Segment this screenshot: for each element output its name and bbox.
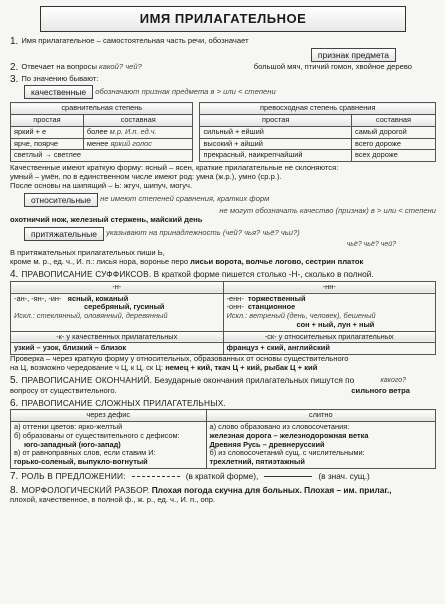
point-1 [10, 36, 436, 48]
kr2-text: умный – умён, по в единственном числе имеют род: умна (ж.р.), умно (ср.р.). [10, 173, 282, 182]
prit-q: чьё? чьё? чей? [346, 240, 396, 248]
tail: В краткой форме пишется столько -Н-, сколько в полной. [153, 269, 374, 280]
prov2-row [10, 364, 436, 373]
feature-box: признак предмета [311, 48, 396, 62]
cell [200, 150, 352, 162]
compound-head: составная [83, 115, 193, 127]
cell [11, 126, 84, 138]
n1: -ан-, -ян-, -ин- [14, 293, 62, 303]
point-3 [10, 74, 436, 86]
num: 8. [10, 484, 19, 496]
s2b: всего дороже [354, 138, 401, 148]
degrees-table [10, 102, 436, 162]
l3: в) от равноправных слов, если ставим И: [14, 448, 156, 458]
cell [351, 150, 435, 162]
text: Отвечает на вопросы [21, 62, 97, 72]
num: 7. [10, 470, 19, 482]
s3a: прекрасный, наикрепчайший [203, 150, 303, 160]
l2b: юго-западный (юго-запад) [24, 439, 121, 449]
cell [83, 126, 193, 138]
heading: МОРФОЛОГИЧЕСКИЙ РАЗБОР. [21, 484, 150, 495]
c2c: яркий голос [110, 138, 152, 148]
r2: б) из словосочетаний сущ. с числительными: [209, 448, 365, 458]
sk-head: -ск- у относительных прилагательных [223, 331, 436, 343]
attr-line [264, 476, 312, 477]
c1a: яркий + е [14, 126, 47, 136]
s2a: высокий + айший [203, 138, 263, 148]
q: какого? [380, 376, 406, 384]
h2: слитно [206, 410, 436, 422]
kr2 [10, 173, 436, 182]
num: 1. [10, 36, 19, 47]
prit-q-row [10, 241, 396, 249]
point-7 [10, 471, 436, 483]
prit1-row [10, 249, 436, 258]
prit2-row [10, 258, 436, 267]
example: большой мяч, птичий гомон, хвойное дерево [253, 62, 412, 72]
text: По значению бывают: [21, 74, 99, 84]
prit-desc: указывают на принадлежность (чей? чья? чьё? чьи?) [106, 228, 300, 238]
cell [200, 126, 352, 138]
r1b: железная дорога – железнодорожная ветка [209, 430, 369, 440]
n1ex: ясный, кожаный [67, 293, 129, 303]
text: Имя прилагательное – самостоятельная часть речи, обозначает [21, 36, 249, 46]
l1: а) оттенки цветов: ярко-желтый [14, 422, 123, 432]
otn-desc: не имеют степеней сравнения, кратких форм [100, 194, 270, 204]
ex: сильного ветра [351, 386, 410, 395]
c3a: светлый → светлее [14, 150, 82, 160]
r1: а) слово образовано из словосочетания: [209, 422, 350, 432]
c2b: менее [86, 138, 109, 148]
num: 5. [10, 374, 19, 386]
ex2: плохой, качественное, в полной ф., ж. р., ед. ч., И. п., опр. [10, 496, 216, 505]
nn1: -енн- [226, 293, 244, 303]
heading: ПРАВОПИСАНИЕ ОКОНЧАНИЙ. [21, 374, 153, 385]
num: 3. [10, 73, 19, 85]
compound-table [10, 409, 436, 468]
prov2: на Ц, возможно чередование ч Ц, к Ц, ск Ц: [10, 363, 164, 372]
super-head: превосходная степень сравнения [200, 103, 436, 115]
prit-row [10, 227, 436, 241]
prit1: В притяжательных прилагательных пиши Ь, [10, 249, 165, 258]
isk2: Искл.: ветреный (день, человек), бешеный [226, 311, 376, 321]
nn-head: -нн- [223, 281, 436, 293]
k-ex: узкий – узок, близкий – близок [14, 343, 127, 353]
r1c: Древняя Русь – древнерусский [209, 439, 325, 449]
num: 2. [10, 61, 19, 73]
point-4 [10, 269, 436, 281]
cell [83, 138, 193, 150]
nn2: -онн- [226, 302, 244, 312]
suffix-table [10, 281, 436, 355]
questions: какой? чей? [99, 62, 142, 72]
cell [200, 138, 352, 150]
simple2-head: простая [200, 115, 352, 127]
kr3-text: После основы на шипящий – Ь: жгуч, шипуч, могуч. [10, 182, 193, 190]
kr1-text: Качественные имеют краткую форму: ясный – ясен, краткие прилагательные не склоняются: [10, 164, 339, 173]
cell [351, 126, 435, 138]
n-cell [11, 293, 224, 331]
otn-ex-row [10, 216, 436, 225]
s3b: всех дороже [354, 150, 398, 160]
h1: через дефис [11, 410, 207, 422]
heading: РОЛЬ В ПРЕДЛОЖЕНИИ: [21, 470, 126, 481]
sk-ex: француз + ский, английский [226, 343, 330, 353]
n-head: -н- [11, 281, 224, 293]
spacer [193, 115, 200, 127]
ex: Плохая погода скучна для больных. Плохая – им. прилаг., [151, 484, 392, 495]
c2a: ярче, поярче [14, 138, 59, 148]
r2b: трехлетний, пятиэтажный [209, 457, 305, 467]
spacer [193, 126, 200, 138]
prit-box: притяжательные [24, 227, 104, 241]
otn-row [10, 193, 436, 207]
cell [351, 138, 435, 150]
cell [11, 150, 193, 162]
prov-row [10, 355, 436, 364]
point-8 [10, 485, 436, 497]
k-cell [11, 343, 224, 355]
point-5 [10, 375, 436, 387]
tail2: (в знач. сущ.) [318, 470, 370, 481]
s1b: самый дорогой [354, 126, 407, 136]
prit2: кроме м. р., ед. ч., И. п.: лисья нора, воронье перо [10, 258, 189, 267]
s1a: сильный + ейший [203, 126, 264, 136]
compound2-head: составная [351, 115, 435, 127]
predicate-line [132, 476, 180, 477]
tail: (в краткой форме), [185, 470, 259, 481]
left-cell [11, 422, 207, 469]
kach-box: качественные [24, 85, 93, 99]
c1b: более [86, 126, 108, 136]
n2ex: серебряный, гусиный [84, 302, 165, 312]
spacer [193, 150, 200, 162]
kr3 [10, 182, 436, 191]
heading: ПРАВОПИСАНИЕ СЛОЖНЫХ ПРИЛАГАТЕЛЬНЫХ. [21, 397, 226, 408]
k-head: -к- у качественных прилагательных [11, 331, 224, 343]
point-5b [10, 387, 436, 396]
point-6 [10, 398, 436, 410]
heading: ПРАВОПИСАНИЕ СУФФИКСОВ. [21, 269, 152, 280]
point-2 [10, 62, 436, 74]
otn-box: относительные [24, 193, 98, 207]
prov: Проверка – через краткую форму у относительных, образованных от основы существительного [10, 354, 349, 363]
num: 6. [10, 397, 19, 409]
spacer [193, 138, 200, 150]
sk-cell [223, 343, 436, 355]
prov-ex: немец + кий, ткач Ц + кий, рыбак Ц + кий [165, 363, 318, 372]
otn-ex: охотничий нож, железный стержень, майский день [10, 215, 203, 224]
right-cell [206, 422, 436, 469]
prit-ex: лисьи ворота, волчье логово, сестрин платок [190, 258, 364, 267]
nn2ex: станционное [247, 302, 296, 312]
otn-desc2-row [10, 207, 436, 216]
num: 4. [10, 269, 19, 281]
kach-row [10, 85, 436, 99]
tail2: вопросу от существительного. [10, 386, 117, 395]
page-title: ИМЯ ПРИЛАГАТЕЛЬНОЕ [40, 6, 406, 32]
p1-box-row [10, 48, 396, 62]
spacer [193, 103, 200, 115]
nn-cell [223, 293, 436, 331]
isk1: Искл.: стеклянный, оловянный, деревянный [14, 311, 168, 321]
isk2b: сон + ный, лун + ный [296, 319, 375, 329]
l3b: горько-соленый, выпукло-вогнутый [14, 457, 148, 467]
simple-head: простая [11, 115, 84, 127]
l2: б) образованы от существительного с дефисом: [14, 430, 180, 440]
tail: Безударные окончания прилагательных пишутся по [154, 374, 355, 385]
point-8b [10, 496, 436, 505]
nn1ex: торжественный [247, 293, 306, 303]
kach-desc: обозначают признак предмета в > или < степени [95, 86, 276, 96]
otn-desc2: не могут обозначать качество (признак) в > или < степени [219, 206, 436, 215]
cell [11, 138, 84, 150]
c1c: м.р. И.п. ед.ч. [109, 126, 157, 136]
comp-head: сравнительная степень [11, 103, 193, 115]
kr1 [10, 164, 436, 173]
